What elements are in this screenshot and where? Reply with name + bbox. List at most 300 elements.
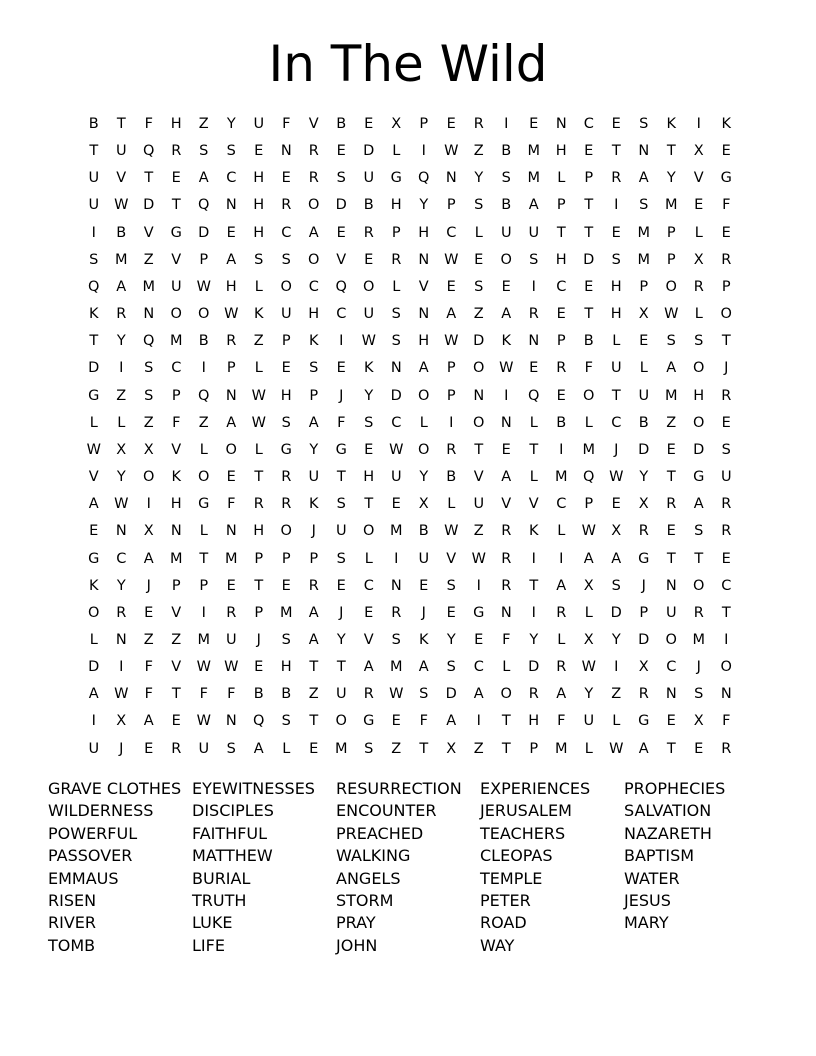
grid-letter: E <box>281 360 291 377</box>
grid-letter: E <box>336 143 346 160</box>
grid-letter: H <box>225 278 237 295</box>
grid-letter: R <box>528 686 539 703</box>
grid-letter: K <box>88 306 99 323</box>
grid-letter: R <box>391 251 402 268</box>
grid-letter: S <box>336 550 346 567</box>
grid-letter: Z <box>143 251 154 268</box>
grid-letter: J <box>311 523 316 540</box>
grid-letter: J <box>339 387 344 404</box>
word-list-item: ANGELS <box>336 868 401 888</box>
grid-letter: X <box>693 713 704 730</box>
grid-letter: W <box>114 197 129 214</box>
grid-letter: S <box>336 170 346 187</box>
grid-letter: S <box>529 251 539 268</box>
word-list <box>48 778 768 957</box>
grid-letter: T <box>611 387 621 404</box>
grid-letter: A <box>308 604 319 621</box>
grid-letter: L <box>584 604 593 621</box>
grid-letter: Y <box>309 441 319 458</box>
word-list-item: TEMPLE <box>480 868 543 888</box>
grid-letter: V <box>446 550 457 567</box>
grid-letter: P <box>446 360 456 377</box>
grid-letter: H <box>693 387 705 404</box>
grid-letter: N <box>115 631 127 648</box>
grid-letter: I <box>201 604 206 621</box>
grid-letter: P <box>171 577 181 594</box>
grid-letter: D <box>363 143 375 160</box>
grid-letter: Y <box>116 333 126 350</box>
grid-letter: T <box>584 197 594 214</box>
grid-letter: W <box>664 306 679 323</box>
grid-letter: G <box>280 441 292 458</box>
word-list-item: JOHN <box>336 935 378 955</box>
grid-letter: S <box>364 740 374 757</box>
grid-letter: R <box>638 686 649 703</box>
grid-letter: U <box>500 224 512 241</box>
grid-letter: B <box>253 686 264 703</box>
grid-letter: S <box>639 197 649 214</box>
word-column <box>192 778 336 957</box>
grid-letter: N <box>500 414 512 431</box>
grid-letter: F <box>172 414 181 431</box>
grid-letter: T <box>199 550 209 567</box>
grid-row <box>80 736 740 763</box>
grid-letter: E <box>501 278 511 295</box>
grid-letter: T <box>501 740 511 757</box>
grid-letter: K <box>308 496 319 513</box>
grid-letter: X <box>693 251 704 268</box>
grid-letter: S <box>666 333 676 350</box>
word-list-item: EMMAUS <box>48 868 119 888</box>
grid-letter: N <box>390 360 402 377</box>
grid-letter: S <box>391 333 401 350</box>
word-list-item: GRAVE CLOTHES <box>48 779 182 798</box>
grid-letter: I <box>476 713 481 730</box>
grid-row <box>80 274 740 301</box>
grid-letter: C <box>556 496 567 513</box>
grid-letter: L <box>254 360 263 377</box>
grid-letter: I <box>559 441 564 458</box>
grid-letter: P <box>309 550 319 567</box>
grid-letter: W <box>444 523 459 540</box>
grid-letter: I <box>614 659 619 676</box>
grid-letter: A <box>638 170 649 187</box>
grid-letter: B <box>363 197 374 214</box>
word-list-item: PROPHECIES <box>624 779 726 798</box>
grid-letter: A <box>528 197 539 214</box>
grid-letter: U <box>528 224 540 241</box>
grid-letter: L <box>199 441 208 458</box>
word-list-item: RISEN <box>48 891 97 911</box>
grid-letter: R <box>501 523 512 540</box>
grid-letter: W <box>114 496 129 513</box>
word-list-item: MATTHEW <box>192 846 273 866</box>
grid-letter: F <box>722 197 731 214</box>
grid-letter: T <box>309 713 319 730</box>
grid-letter: S <box>281 713 291 730</box>
grid-letter: H <box>280 659 292 676</box>
grid-letter: X <box>638 306 649 323</box>
grid-letter: H <box>308 306 320 323</box>
grid-letter: K <box>363 360 374 377</box>
grid-letter: I <box>119 360 124 377</box>
grid-letter: O <box>363 278 375 295</box>
grid-letter: N <box>115 523 127 540</box>
grid-letter: X <box>391 116 402 132</box>
grid-letter: I <box>201 360 206 377</box>
grid-letter: B <box>556 414 567 431</box>
grid-row <box>80 383 740 410</box>
grid-letter: R <box>721 387 732 404</box>
grid-letter: M <box>692 631 705 648</box>
grid-letter: E <box>639 333 649 350</box>
puzzle-title: In The Wild <box>268 35 548 93</box>
grid-letter: R <box>446 441 457 458</box>
grid-letter: O <box>198 306 210 323</box>
grid-letter: U <box>363 170 375 187</box>
grid-letter: X <box>143 523 154 540</box>
grid-letter: P <box>556 333 566 350</box>
grid-letter: I <box>394 550 399 567</box>
grid-letter: O <box>225 441 237 458</box>
grid-letter: U <box>638 387 650 404</box>
grid-letter: W <box>444 143 459 160</box>
grid-letter: L <box>584 414 593 431</box>
grid-letter: T <box>501 713 511 730</box>
grid-letter: U <box>335 523 347 540</box>
grid-row <box>80 573 740 600</box>
grid-row <box>80 681 740 708</box>
grid-letter: R <box>501 550 512 567</box>
grid-letter: D <box>473 333 485 350</box>
word-list-item: PETER <box>480 891 531 911</box>
grid-row <box>80 518 740 545</box>
grid-letter: V <box>116 170 127 187</box>
grid-letter: S <box>199 143 209 160</box>
grid-row <box>80 111 740 138</box>
grid-letter: O <box>583 387 595 404</box>
grid-letter: S <box>144 360 154 377</box>
grid-letter: C <box>391 414 402 431</box>
grid-letter: P <box>199 251 209 268</box>
grid-letter: L <box>557 523 566 540</box>
grid-letter: P <box>446 197 456 214</box>
grid-letter: S <box>446 659 456 676</box>
grid-letter: A <box>638 740 649 757</box>
grid-letter: E <box>254 659 264 676</box>
grid-letter: T <box>116 116 126 132</box>
grid-letter: E <box>336 577 346 594</box>
grid-row <box>80 627 740 654</box>
grid-letter: P <box>281 333 291 350</box>
grid-letter: I <box>449 414 454 431</box>
grid-letter: O <box>473 414 485 431</box>
grid-letter: M <box>664 197 678 214</box>
grid-letter: D <box>335 197 347 214</box>
grid-letter: N <box>445 170 457 187</box>
grid-letter: E <box>474 631 484 648</box>
grid-letter: K <box>501 333 511 350</box>
grid-letter: K <box>721 116 731 132</box>
grid-letter: A <box>418 659 429 676</box>
grid-letter: V <box>171 441 182 458</box>
grid-letter: G <box>638 550 650 567</box>
grid-letter: S <box>391 306 401 323</box>
grid-letter: H <box>555 143 567 160</box>
grid-letter: W <box>471 550 486 567</box>
grid-letter: D <box>445 686 457 703</box>
word-list-item: MARY <box>624 913 669 933</box>
word-list-item: TEACHERS <box>480 823 566 843</box>
grid-letter: J <box>724 360 729 377</box>
grid-letter: M <box>224 550 238 567</box>
grid-letter: K <box>666 116 676 132</box>
grid-letter: W <box>196 713 211 730</box>
grid-letter: B <box>116 224 127 241</box>
grid-letter: L <box>557 170 566 187</box>
grid-letter: I <box>531 604 536 621</box>
grid-letter: O <box>693 360 705 377</box>
grid-letter: I <box>146 496 151 513</box>
grid-letter: R <box>116 604 127 621</box>
grid-letter: R <box>253 496 264 513</box>
grid-letter: F <box>419 713 428 730</box>
grid-letter: N <box>418 251 430 268</box>
grid-letter: T <box>694 550 704 567</box>
grid-letter: Z <box>308 686 319 703</box>
grid-letter: E <box>89 523 99 540</box>
grid-letter: I <box>531 550 536 567</box>
grid-letter: T <box>419 740 429 757</box>
grid-letter: X <box>116 441 127 458</box>
grid-letter: Y <box>584 686 594 703</box>
grid-letter: O <box>473 360 485 377</box>
grid-letter: A <box>116 278 127 295</box>
grid-letter: E <box>446 116 456 132</box>
grid-letter: F <box>144 686 153 703</box>
grid-letter: V <box>308 116 319 132</box>
grid-letter: T <box>529 441 539 458</box>
grid-letter: D <box>693 441 705 458</box>
grid-letter: A <box>226 414 237 431</box>
word-list-item: ROAD <box>480 913 527 933</box>
grid-letter: I <box>339 333 344 350</box>
grid-letter: E <box>336 224 346 241</box>
word-list-item: RIVER <box>48 913 97 933</box>
grid-letter: B <box>88 116 99 132</box>
grid-letter: E <box>391 496 401 513</box>
grid-letter: S <box>391 631 401 648</box>
grid-letter: N <box>473 387 485 404</box>
grid-letter: T <box>254 577 264 594</box>
grid-letter: Y <box>364 387 374 404</box>
grid-letter: L <box>474 224 483 241</box>
grid-letter: D <box>638 631 650 648</box>
grid-letter: L <box>529 469 538 486</box>
grid-letter: T <box>721 333 731 350</box>
grid-letter: M <box>582 441 595 458</box>
grid-letter: P <box>666 224 676 241</box>
grid-letter: Q <box>335 278 347 295</box>
grid-letter: C <box>171 360 182 377</box>
grid-letter: A <box>418 360 429 377</box>
grid-letter: N <box>170 523 182 540</box>
grid-letter: R <box>171 143 182 160</box>
grid-letter: A <box>501 469 512 486</box>
grid-letter: I <box>119 659 124 676</box>
word-list-item: POWERFUL <box>48 823 138 843</box>
grid-letter: P <box>309 387 319 404</box>
grid-letter: E <box>556 306 566 323</box>
grid-letter: C <box>446 224 457 241</box>
grid-letter: L <box>612 713 621 730</box>
grid-letter: J <box>421 604 426 621</box>
word-list-item: WATER <box>624 868 680 888</box>
grid-letter: Z <box>116 387 127 404</box>
grid-letter: V <box>171 604 182 621</box>
grid-letter: O <box>308 251 320 268</box>
grid-letter: N <box>500 604 512 621</box>
grid-letter: T <box>474 441 484 458</box>
grid-letter: W <box>609 469 624 486</box>
grid-letter: U <box>253 116 265 132</box>
grid-letter: G <box>473 604 485 621</box>
grid-letter: S <box>501 170 511 187</box>
grid-letter: V <box>336 251 347 268</box>
grid-letter: Y <box>226 116 236 132</box>
grid-letter: L <box>639 360 648 377</box>
grid-letter: R <box>391 604 402 621</box>
grid-letter: Z <box>143 414 154 431</box>
grid-letter: F <box>199 686 208 703</box>
grid-letter: L <box>694 224 703 241</box>
word-column <box>480 778 624 957</box>
grid-letter: M <box>334 740 348 757</box>
grid-row <box>80 247 740 274</box>
word-list-item: PASSOVER <box>48 846 133 866</box>
grid-letter: T <box>721 604 731 621</box>
grid-letter: E <box>666 441 676 458</box>
grid-letter: T <box>171 197 181 214</box>
word-list-item: FAITHFUL <box>192 823 268 843</box>
grid-letter: C <box>666 659 677 676</box>
grid-letter: M <box>637 251 650 268</box>
word-list-item: WALKING <box>336 846 411 866</box>
grid-letter: O <box>665 631 677 648</box>
grid-row <box>80 410 740 437</box>
grid-letter: P <box>556 197 566 214</box>
grid-letter: R <box>226 604 237 621</box>
word-list-item: BAPTISM <box>624 846 695 866</box>
grid-letter: E <box>721 224 731 241</box>
grid-letter: M <box>554 740 568 757</box>
grid-letter: L <box>584 740 593 757</box>
grid-letter: P <box>639 278 649 295</box>
grid-letter: E <box>309 740 319 757</box>
grid-letter: D <box>610 604 622 621</box>
grid-letter: L <box>392 143 401 160</box>
grid-letter: F <box>282 116 291 132</box>
grid-row <box>80 600 740 627</box>
grid-letter: Z <box>473 740 484 757</box>
grid-letter: H <box>610 306 622 323</box>
grid-letter: L <box>89 414 98 431</box>
grid-letter: R <box>281 496 292 513</box>
grid-letter: T <box>666 550 676 567</box>
grid-letter: N <box>280 143 292 160</box>
grid-letter: L <box>392 278 401 295</box>
grid-letter: R <box>308 170 319 187</box>
grid-letter: Z <box>171 631 182 648</box>
grid-letter: K <box>418 631 429 648</box>
grid-letter: X <box>446 740 457 757</box>
grid-letter: O <box>280 278 292 295</box>
grid-letter: W <box>581 659 596 676</box>
grid-letter: U <box>665 604 677 621</box>
grid-letter: U <box>335 686 347 703</box>
grid-letter: T <box>336 469 346 486</box>
grid-letter: S <box>281 414 291 431</box>
grid-letter: W <box>251 387 266 404</box>
grid-letter: E <box>364 441 374 458</box>
grid-letter: A <box>308 224 319 241</box>
grid-letter: Q <box>88 278 100 295</box>
grid-letter: S <box>611 251 621 268</box>
grid-letter: W <box>224 659 239 676</box>
grid-letter: S <box>694 523 704 540</box>
letter-grid <box>80 111 740 763</box>
grid-letter: S <box>694 333 704 350</box>
grid-letter: Q <box>198 197 210 214</box>
grid-letter: A <box>143 713 154 730</box>
word-column <box>48 778 192 957</box>
grid-letter: L <box>282 740 291 757</box>
grid-letter: J <box>641 577 646 594</box>
grid-letter: I <box>724 631 729 648</box>
grid-letter: P <box>171 387 181 404</box>
grid-letter: T <box>666 469 676 486</box>
word-list-item: PRAY <box>336 913 376 933</box>
grid-letter: N <box>665 686 677 703</box>
grid-letter: U <box>418 550 430 567</box>
word-list-item: LUKE <box>192 913 233 933</box>
grid-letter: I <box>91 224 96 241</box>
grid-row <box>80 654 740 681</box>
grid-letter: O <box>198 469 210 486</box>
grid-letter: O <box>693 414 705 431</box>
grid-letter: B <box>501 143 512 160</box>
word-list-item: LIFE <box>192 935 225 955</box>
grid-letter: J <box>614 441 619 458</box>
word-list-item: EYEWITNESSES <box>192 779 315 798</box>
grid-row <box>80 491 740 518</box>
grid-row <box>80 328 740 355</box>
grid-letter: Y <box>666 170 676 187</box>
grid-letter: P <box>391 224 401 241</box>
grid-letter: E <box>446 278 456 295</box>
grid-letter: K <box>308 333 319 350</box>
grid-letter: U <box>363 306 375 323</box>
grid-letter: W <box>389 441 404 458</box>
grid-letter: R <box>501 577 512 594</box>
grid-letter: A <box>88 686 99 703</box>
grid-letter: U <box>88 170 100 187</box>
grid-letter: R <box>556 659 567 676</box>
grid-letter: R <box>666 496 677 513</box>
grid-letter: A <box>693 496 704 513</box>
grid-letter: O <box>418 441 430 458</box>
grid-letter: W <box>444 333 459 350</box>
